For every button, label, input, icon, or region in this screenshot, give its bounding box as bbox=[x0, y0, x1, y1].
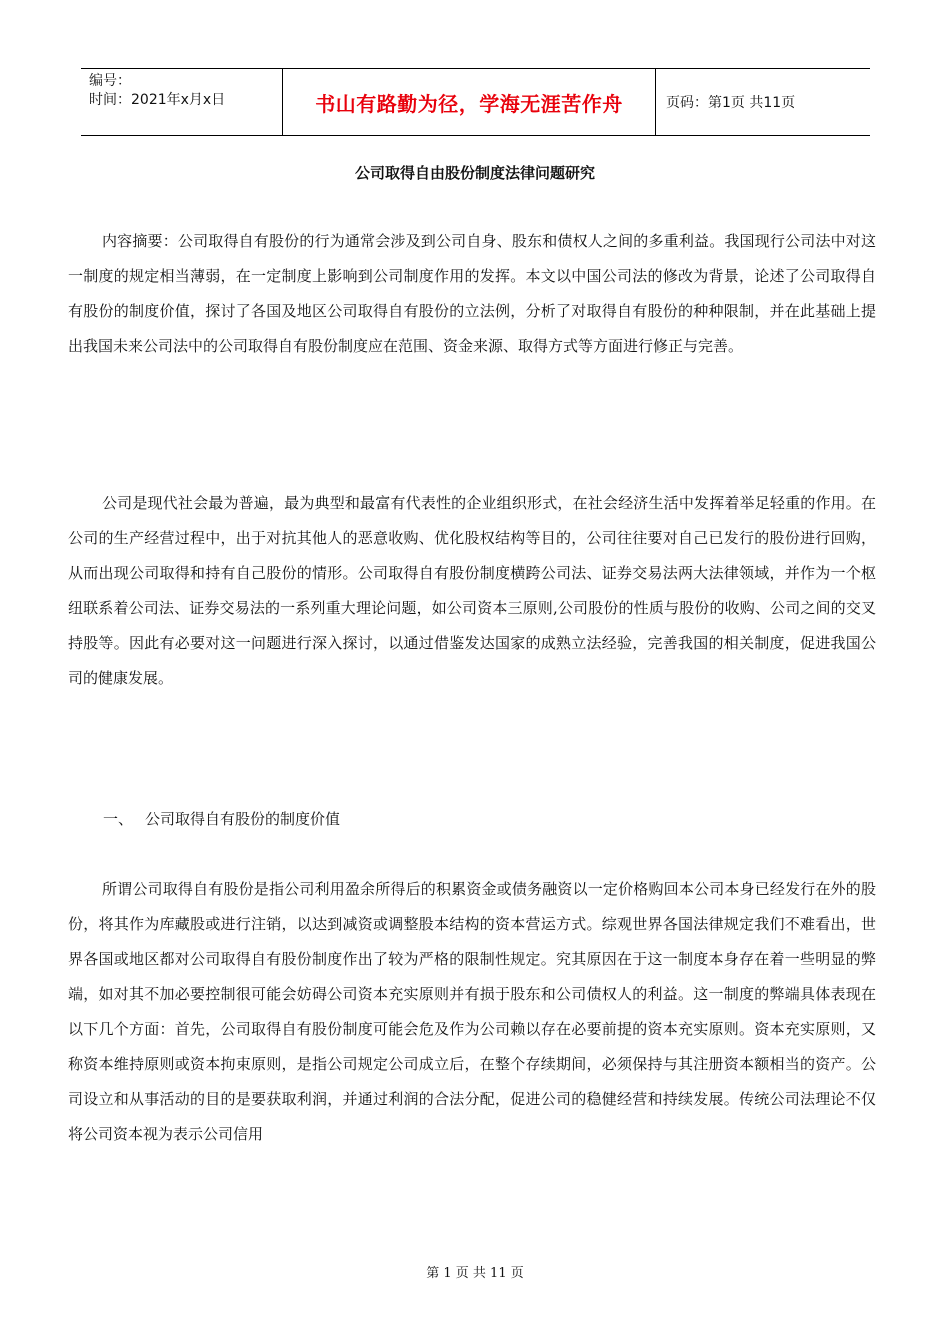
section-body-paragraph: 所谓公司取得自有股份是指公司利用盈余所得后的积累资金或债务融资以一定价格购回本公司本身已经发行在外的股份，将其作为库藏股或进行注销，以达到减资或调整股本结构的资本营运方式。综观世界各国法律规定我们不难看出，世界各国或地区都对公司取得自有股份制度作出了较为严格的限制性规定。究其原因在于这一制度本身存在着一些明显的弊端，如对其不加必要控制很可能会妨碍公司资本充实原则并有损于股东和公司债权人的利益。这一制度的弊端具体表现在以下几个方面：首先，公司取得自有股份制度可能会危及作为公司赖以存在必要前提的资本充实原则。资本充实原则，又称资本维持原则或资本拘束原则，是指公司规定公司成立后，在整个存续期间，必须保持与其注册资本额相当的资产。公司设立和从事活动的目的是要获取利润，并通过利润的合法分配，促进公司的稳健经营和持续发展。传统公司法理论不仅将公司资本视为表示公司信用 bbox=[68, 880, 876, 1143]
document-number-label: 编号： bbox=[89, 73, 131, 89]
header-motto: 书山有路勤为径，学海无涯苦作舟 bbox=[315, 91, 623, 116]
header-motto-cell bbox=[282, 69, 656, 135]
document-title: 公司取得自由股份制度法律问题研究 bbox=[354, 164, 595, 182]
header-page-cell bbox=[656, 69, 870, 135]
page-footer: 第 1 页 共 11 页 bbox=[426, 1266, 524, 1281]
header-table bbox=[81, 68, 870, 136]
abstract-paragraph: 内容摘要：公司取得自有股份的行为通常会涉及到公司自身、股东和债权人之间的多重利益。我国现行公司法中对这一制度的规定相当薄弱，在一定制度上影响到公司制度作用的发挥。本文以中国公司法的修改为背景，论述了公司取得自有股份的制度价值，探讨了各国及地区公司取得自有股份的立法例，分析了对取得自有股份的种种限制，并在此基础上提出我国未来公司法中的公司取得自有股份制度应在范围、资金来源、取得方式等方面进行修正与完善。 bbox=[68, 232, 876, 355]
header-meta-cell bbox=[81, 69, 282, 135]
section-number: 一、 bbox=[103, 810, 134, 828]
document-date-label: 时间：2021年x月x日 bbox=[89, 92, 226, 108]
section-heading bbox=[103, 802, 340, 837]
header-page-info: 页码：第1页 共11页 bbox=[666, 95, 796, 111]
introduction-paragraph: 公司是现代社会最为普遍，最为典型和最富有代表性的企业组织形式，在社会经济生活中发挥着举足轻重的作用。在公司的生产经营过程中，出于对抗其他人的恶意收购、优化股权结构等目的，公司往往要对自己已发行的股份进行回购，从而出现公司取得和持有自己股份的情形。公司取得自有股份制度横跨公司法、证券交易法两大法律领域，并作为一个枢纽联系着公司法、证券交易法的一系列重大理论问题，如公司资本三原则,公司股份的性质与股份的收购、公司之间的交叉持股等。因此有必要对这一问题进行深入探讨，以通过借鉴发达国家的成熟立法经验，完善我国的相关制度，促进我国公司的健康发展。 bbox=[68, 494, 876, 687]
section-heading-text: 公司取得自有股份的制度价值 bbox=[145, 810, 341, 828]
